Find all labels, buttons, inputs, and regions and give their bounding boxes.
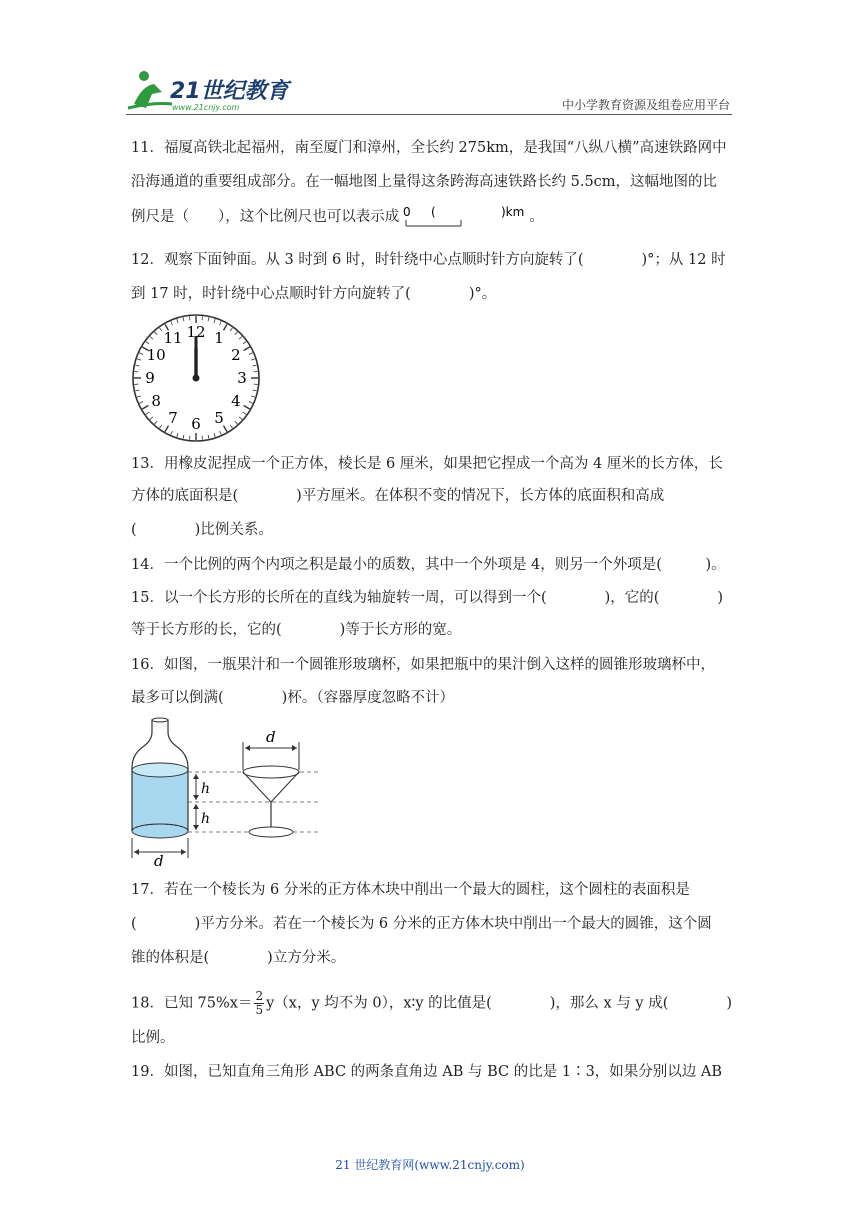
fraction-denominator: 5 bbox=[255, 1003, 264, 1017]
scale-zero: 0 bbox=[403, 205, 411, 219]
q11-line3 bbox=[131, 206, 544, 228]
q17-line2: ( )平方分米。若在一个棱长为 6 分米的正方体木块中削出一个最大的圆锥，这个圆 bbox=[131, 916, 712, 932]
logo-url: www.21cnjy.com bbox=[172, 103, 240, 112]
q11-line3-text: 例尺是（ ），这个比例尺也可以表示成 bbox=[131, 209, 400, 225]
clock-number: 4 bbox=[231, 392, 241, 410]
header-divider bbox=[126, 114, 732, 115]
cone-rim bbox=[243, 766, 299, 778]
clock-number: 2 bbox=[231, 346, 241, 364]
juice-fill bbox=[132, 770, 188, 838]
scale-bar-diagram bbox=[401, 206, 529, 228]
q17-line1: 17．若在一个棱长为 6 分米的正方体木块中削出一个最大的圆柱，这个圆柱的表面积是 bbox=[131, 882, 690, 898]
height-label-top: h bbox=[201, 781, 211, 797]
clock-number: 6 bbox=[191, 415, 201, 433]
q18-line1 bbox=[131, 990, 732, 1017]
q18-line2: 比例。 bbox=[131, 1030, 175, 1046]
q16-line2: 最多可以倒满( )杯。（容器厚度忽略不计） bbox=[131, 690, 455, 706]
q17-line3: 锥的体积是( )立方分米。 bbox=[131, 950, 346, 966]
q15-line2: 等于长方形的长，它的( )等于长方形的宽。 bbox=[131, 622, 462, 638]
clock-number: 8 bbox=[151, 392, 161, 410]
clock-number: 11 bbox=[163, 329, 183, 348]
clock-number: 7 bbox=[168, 408, 178, 427]
q13-line2: 方体的底面积是( )平方厘米。在体积不变的情况下，长方体的底面积和高成 bbox=[131, 488, 665, 504]
q18-text-b: y（x，y 均不为 0），x∶y 的比值是( )，那么 x 与 y 成( ) bbox=[266, 995, 733, 1012]
bottle-width-label: d bbox=[154, 852, 164, 870]
clock-number: 10 bbox=[146, 346, 166, 364]
q18-text-a: 18．已知 75%x＝ bbox=[131, 995, 253, 1012]
cone-base bbox=[249, 827, 293, 837]
q12-line1: 12．观察下面钟面。从 3 时到 6 时，时针绕中心点顺时针方向旋转了( )°；从 12 时 bbox=[131, 252, 726, 268]
platform-name: 中小学教育资源及组卷应用平台 bbox=[561, 98, 730, 112]
logo-icon bbox=[124, 64, 294, 116]
clock-number: 3 bbox=[237, 369, 247, 387]
question-19: 19．如图，已知直角三角形 ABC 的两条直角边 AB 与 BC 的比是 1∶3，如果分别以边 AB bbox=[131, 1064, 723, 1080]
cone-width-label: d bbox=[266, 728, 276, 746]
clock-number: 12 bbox=[186, 323, 206, 341]
q12-line2: 到 17 时，时针绕中心点顺时针方向旋转了( )°。 bbox=[131, 286, 497, 302]
question-14: 14．一个比例的两个内项之积是最小的质数，其中一个外项是 4，则另一个外项是( )。 bbox=[131, 557, 726, 573]
height-label-bottom: h bbox=[201, 811, 211, 827]
page-footer: 21 世纪教育网(www.21cnjy.com) bbox=[335, 1158, 525, 1172]
clock-number: 1 bbox=[214, 329, 224, 348]
q11-line2: 沿海通道的重要组成部分。在一幅地图上量得这条跨海高速铁路长约 5.5cm，这幅地图的比 bbox=[131, 174, 718, 190]
bottle-and-cone-diagram bbox=[126, 714, 326, 870]
logo-text: 21世纪教育 bbox=[170, 79, 289, 104]
q13-line1: 13．用橡皮泥捏成一个正方体，棱长是 6 厘米，如果把它捏成一个高为 4 厘米的长方体，长 bbox=[131, 456, 723, 472]
clock-number: 5 bbox=[214, 408, 224, 427]
fraction bbox=[254, 990, 264, 1017]
q11-line3-end: 。 bbox=[529, 209, 544, 225]
clock-face bbox=[128, 314, 264, 442]
q15-line1: 15．以一个长方形的长所在的直线为轴旋转一周，可以得到一个( )，它的( ) bbox=[131, 590, 724, 606]
q16-line1: 16．如图，一瓶果汁和一个圆锥形玻璃杯，如果把瓶中的果汁倒入这样的圆锥形玻璃杯中， bbox=[131, 657, 715, 673]
clock-center bbox=[193, 375, 200, 382]
q13-line3: ( )比例关系。 bbox=[131, 522, 273, 538]
q11-line1: 11．福厦高铁北起福州，南至厦门和漳州，全长约 275km，是我国“八纵八横”高速铁路网中 bbox=[131, 140, 727, 156]
scale-close-unit: )km bbox=[501, 205, 525, 219]
fraction-numerator: 2 bbox=[255, 989, 264, 1003]
clock-number: 9 bbox=[145, 369, 155, 387]
juice-surface bbox=[132, 763, 188, 777]
scale-open-paren: ( bbox=[431, 205, 436, 219]
